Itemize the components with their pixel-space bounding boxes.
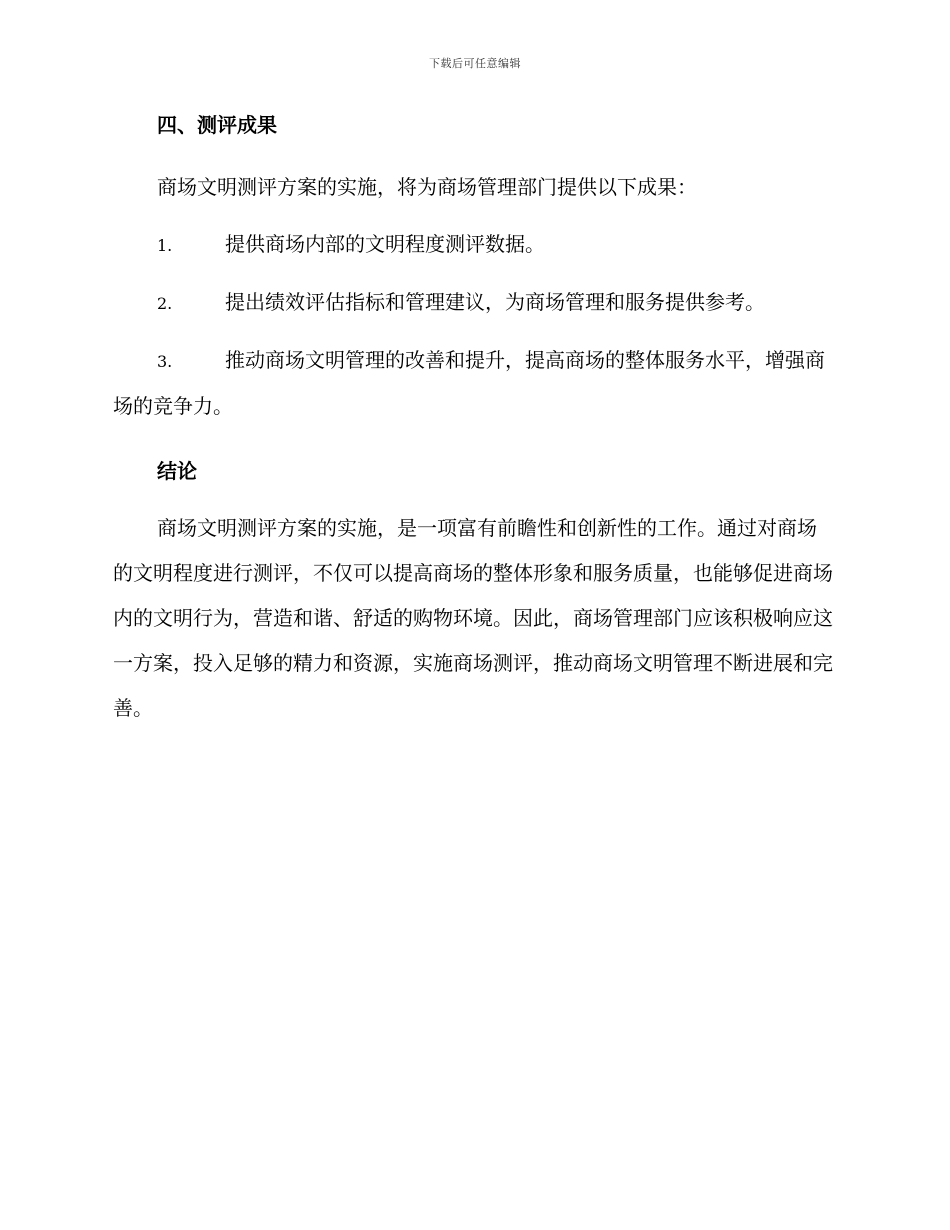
list-item-text: 提供商场内部的文明程度测评数据。 — [225, 232, 545, 256]
results-list-item-2 — [113, 280, 833, 326]
results-list-item-1 — [113, 222, 833, 268]
section-heading-results: 四、测评成果 — [157, 113, 277, 137]
document-body — [113, 110, 833, 743]
list-number: 1. — [157, 236, 173, 255]
header-note: 下载后可任意编辑 — [429, 57, 521, 70]
results-intro-paragraph: 商场文明测评方案的实施，将为商场管理部门提供以下成果： — [157, 175, 697, 199]
results-list-item-3 — [113, 338, 833, 429]
conclusion-paragraph: 商场文明测评方案的实施，是一项富有前瞻性和创新性的工作。通过对商场的文明程度进行测评，不仅可以提高商场的整体形象和服务质量，也能够促进商场内的文明行为，营造和谐、舒适的购物环境。因此，商场管理部门应该积极响应这一方案，投入足够的精力和资源，实施商场测评，推动商场文明管理不断进展和完善。 — [113, 516, 833, 720]
list-item-text: 提出绩效评估指标和管理建议，为商场管理和服务提供参考。 — [225, 290, 765, 314]
list-number: 3. — [157, 352, 173, 371]
list-number: 2. — [157, 294, 173, 313]
section-heading-conclusion: 结论 — [157, 459, 197, 483]
list-item-text: 推动商场文明管理的改善和提升，提高商场的整体服务水平，增强商场的竞争力。 — [113, 348, 825, 418]
